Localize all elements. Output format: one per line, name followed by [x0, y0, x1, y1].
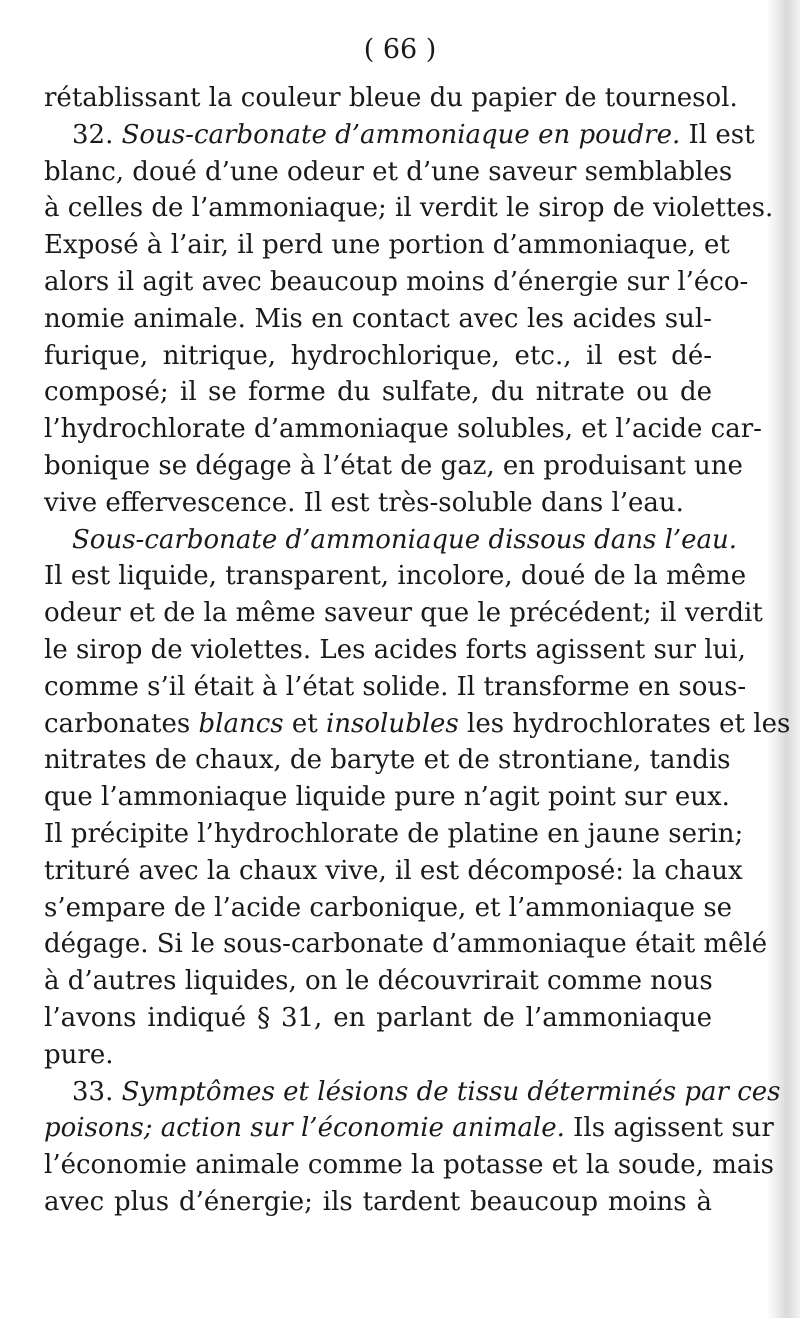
text-line	[44, 558, 747, 595]
italic-text: insolubles	[325, 708, 459, 739]
text-line	[44, 374, 712, 411]
text-segment: rétablissant la couleur bleue du papier de tournesol.	[44, 83, 738, 113]
text-segment: comme s’il était à l’état solide. Il transforme en sous-	[44, 671, 747, 702]
text-line	[44, 1074, 781, 1111]
text-segment: les hydrochlorates et les	[458, 708, 791, 739]
text-segment: l’économie animale comme la potasse et la soude, mais	[44, 1150, 775, 1181]
text-segment: carbonates	[44, 708, 199, 739]
text-line	[44, 1147, 775, 1184]
text-segment: Il est liquide, transparent, incolore, doué de la même	[44, 561, 747, 592]
text-line	[44, 1110, 774, 1147]
text-segment: bonique se dégage à l’état de gaz, en produisant une	[44, 450, 743, 481]
italic-text: Sous-carbonate d’ammoniaque dissous dans l’eau.	[72, 524, 738, 555]
text-line	[44, 595, 763, 632]
italic-text: Sous-carbonate d’ammoniaque en poudre.	[121, 119, 681, 150]
text-line	[44, 264, 749, 301]
text-segment: Il est	[680, 119, 755, 150]
italic-text: poisons; action sur l’économie animale.	[44, 1113, 565, 1144]
text-line	[44, 448, 743, 485]
text-segment: nomie animale. Mis en contact avec les acides sul-	[44, 303, 712, 334]
text-segment: pure.	[44, 1039, 114, 1070]
text-segment: le sirop de violettes. Les acides forts agissent sur lui,	[44, 634, 746, 665]
text-segment: alors il agit avec beaucoup moins d’énergie sur l’éco-	[44, 266, 749, 297]
text-segment: dégage. Si le sous-carbonate d’ammoniaque était mêlé	[44, 929, 768, 960]
text-line	[44, 522, 738, 559]
text-line	[44, 632, 746, 669]
text-line	[44, 485, 712, 522]
text-segment: Ils agissent sur	[564, 1113, 774, 1144]
italic-text: Symptômes et lésions de tissu déterminés par ces	[121, 1076, 781, 1107]
text-line	[44, 1000, 712, 1037]
text-segment: 33.	[72, 1076, 122, 1107]
text-line	[44, 190, 774, 227]
text-segment: l’avons indiqué § 31, en parlant de l’ammoniaque	[44, 1002, 712, 1033]
text-segment: l’hydrochlorate d’ammoniaque solubles, et l’acide car-	[44, 414, 762, 445]
text-segment: trituré avec la chaux vive, il est décomposé: la chaux	[44, 855, 743, 886]
text-line	[44, 816, 744, 853]
text-line	[44, 154, 733, 191]
text-segment: Exposé à l’air, il perd une portion d’ammoniaque, et	[44, 230, 730, 261]
text-line	[44, 779, 730, 816]
text-line	[44, 80, 738, 117]
text-segment: composé; il se forme du sulfate, du nitrate ou de	[44, 377, 712, 408]
text-segment: à d’autres liquides, on le découvrirait comme nous	[44, 966, 713, 997]
text-line	[44, 706, 791, 743]
text-line	[44, 669, 747, 706]
text-segment: furique, nitrique, hydrochlorique, etc., il est dé-	[44, 340, 712, 371]
text-segment: odeur et de la même saveur que le précédent; il verdit	[44, 598, 763, 629]
text-line	[44, 411, 762, 448]
text-line	[44, 301, 712, 338]
page-number: ( 66 )	[363, 34, 437, 65]
italic-text: blancs	[198, 708, 284, 739]
text-segment: blanc, doué d’une odeur et d’une saveur semblables	[44, 156, 733, 187]
text-segment: 32.	[72, 119, 122, 150]
text-line	[44, 963, 712, 1000]
body-text	[44, 80, 791, 1221]
text-segment: vive effervescence. Il est très-soluble dans l’eau.	[44, 487, 684, 518]
text-segment: Il précipite l’hydrochlorate de platine en jaune serin;	[44, 818, 744, 849]
text-segment: que l’ammoniaque liquide pure n’agit point sur eux.	[44, 782, 730, 813]
text-line	[44, 338, 712, 375]
text-line	[44, 853, 743, 890]
text-line	[44, 1184, 712, 1221]
text-segment: nitrates de chaux, de baryte et de strontiane, tandis	[44, 745, 731, 776]
text-line	[44, 1037, 712, 1074]
text-line	[44, 742, 731, 779]
text-line	[44, 890, 733, 927]
text-segment: à celles de l’ammoniaque; il verdit le sirop de violettes.	[44, 193, 774, 224]
text-line	[44, 926, 768, 963]
text-line	[44, 227, 730, 264]
text-segment: avec plus d’énergie; ils tardent beaucoup moins à	[44, 1186, 712, 1217]
text-segment: et	[283, 708, 326, 739]
text-segment: s’empare de l’acide carbonique, et l’ammoniaque se	[44, 892, 733, 923]
text-line	[44, 117, 755, 154]
